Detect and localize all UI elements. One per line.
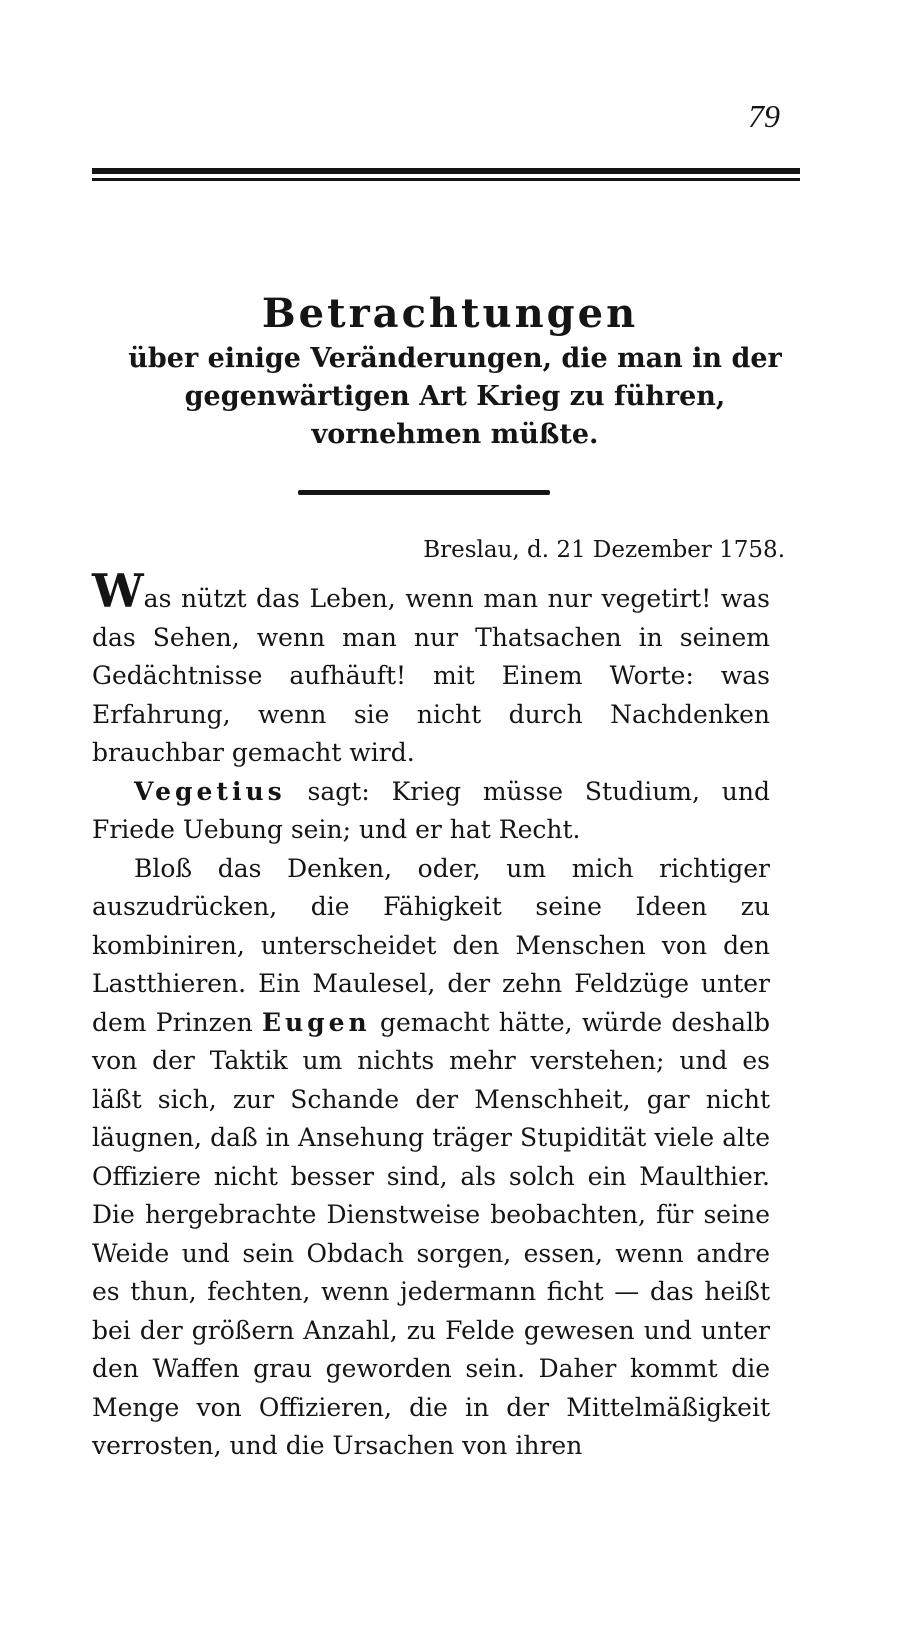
body-text [92, 564, 770, 1466]
paragraph-1 [92, 564, 770, 773]
page-number: 79 [748, 98, 780, 134]
paragraph-3-text-a: Bloß das Denken, oder, um mich richtiger auszudrücken, die Fähigkeit seine Ideen zu kombiniren, unterscheidet den Menschen von den Lastthieren. Ein Maulesel, der zehn Feldzüge unter dem Prinzen [92, 853, 770, 1037]
section-divider [298, 490, 550, 495]
chapter-subtitle: über einige Veränderungen, die man in der gegenwärtigen Art Krieg zu führen, vornehmen müßte. [128, 343, 782, 450]
chapter-title: Betrachtungen [261, 290, 639, 337]
dateline: Breslau, d. 21 Dezember 1758. [423, 537, 785, 563]
drop-cap: W [92, 564, 144, 618]
paragraph-2-text: sagt: Krieg müsse Studium, und Friede Uebung sein; und er hat Recht. [92, 776, 770, 844]
author-name: Vegetius [134, 776, 286, 806]
paragraph-2 [92, 773, 770, 850]
paragraph-3 [92, 850, 770, 1466]
prince-name: Eugen [261, 1007, 371, 1037]
paragraph-1-text: as nützt das Leben, wenn man nur vegetirt! was das Sehen, wenn man nur Thatsachen in seinem Gedächtnisse aufhäuft! mit Einem Worte: was Erfahrung, wenn sie nicht durch Nachdenken brauchbar gemacht wird. [92, 584, 770, 767]
header-rule [92, 168, 800, 184]
paragraph-3-text-b: gemacht hätte, würde deshalb von der Taktik um nichts mehr verstehen; und es läßt sich, zur Schande der Menschheit, gar nicht läugnen, daß in Ansehung träger Stupidität viele alte Offiziere nicht besser sind, als solch ein Maulthier. Die hergebrachte Dienstweise beobachten, für seine Weide und sein Obdach sorgen, essen, wenn andre es thun, fechten, wenn jedermann ficht — das heißt bei der größern Anzahl, zu Felde gewesen und unter den Waffen grau geworden sein. Daher kommt die Menge von Offizieren, die in der Mittelmäßigkeit verrosten, und die Ursachen von ihren [92, 1007, 770, 1460]
header-rule-thin [92, 178, 800, 181]
